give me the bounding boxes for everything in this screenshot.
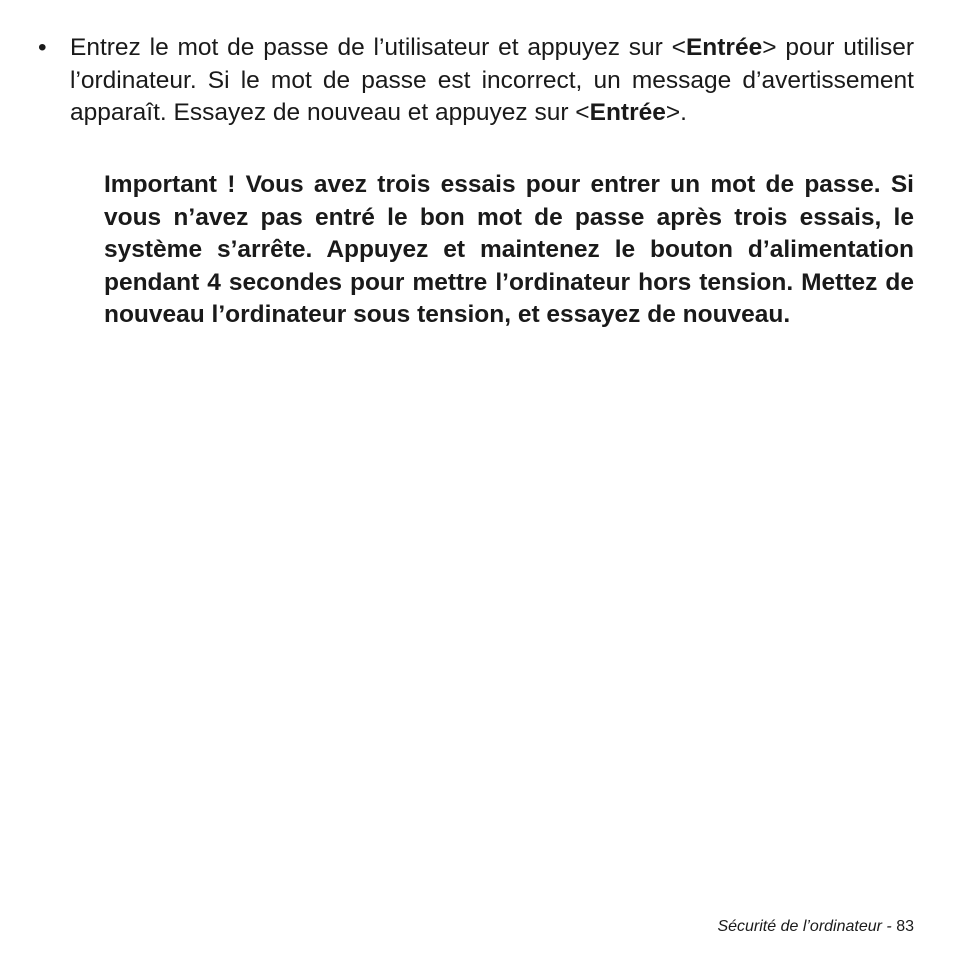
bullet-text-2: > pour utiliser l’ordinateur. Si le mot de passe est incorrect, un message d’avertissement apparaît. Essayez de nouveau et appuyez sur < <box>70 34 914 126</box>
page-footer <box>717 917 914 937</box>
key-entree-1: Entrée <box>685 34 763 61</box>
bullet-icon: • <box>38 34 47 61</box>
bullet-text-3: >. <box>665 99 687 126</box>
bullet-text-1: Entrez le mot de passe de l’utilisateur et appuyez sur < <box>70 34 686 61</box>
key-entree-2: Entrée <box>589 99 666 126</box>
important-note: Important ! Vous avez trois essais pour entrer un mot de passe. Si vous n’avez pas entré le bon mot de passe après trois essais, le système s’arrête. Appuyez et maintenez le bouton d’alimentation pendant 4 secondes pour mettre l’ordinateur hors tension. Mettez de nouveau l’ordinateur sous tension, et essayez de nouveau. <box>104 171 914 328</box>
page-number: 83 <box>896 918 914 935</box>
bullet-paragraph <box>70 32 914 130</box>
footer-separator: - <box>881 918 897 935</box>
footer-section-title: Sécurité de l’ordinateur <box>717 918 882 935</box>
